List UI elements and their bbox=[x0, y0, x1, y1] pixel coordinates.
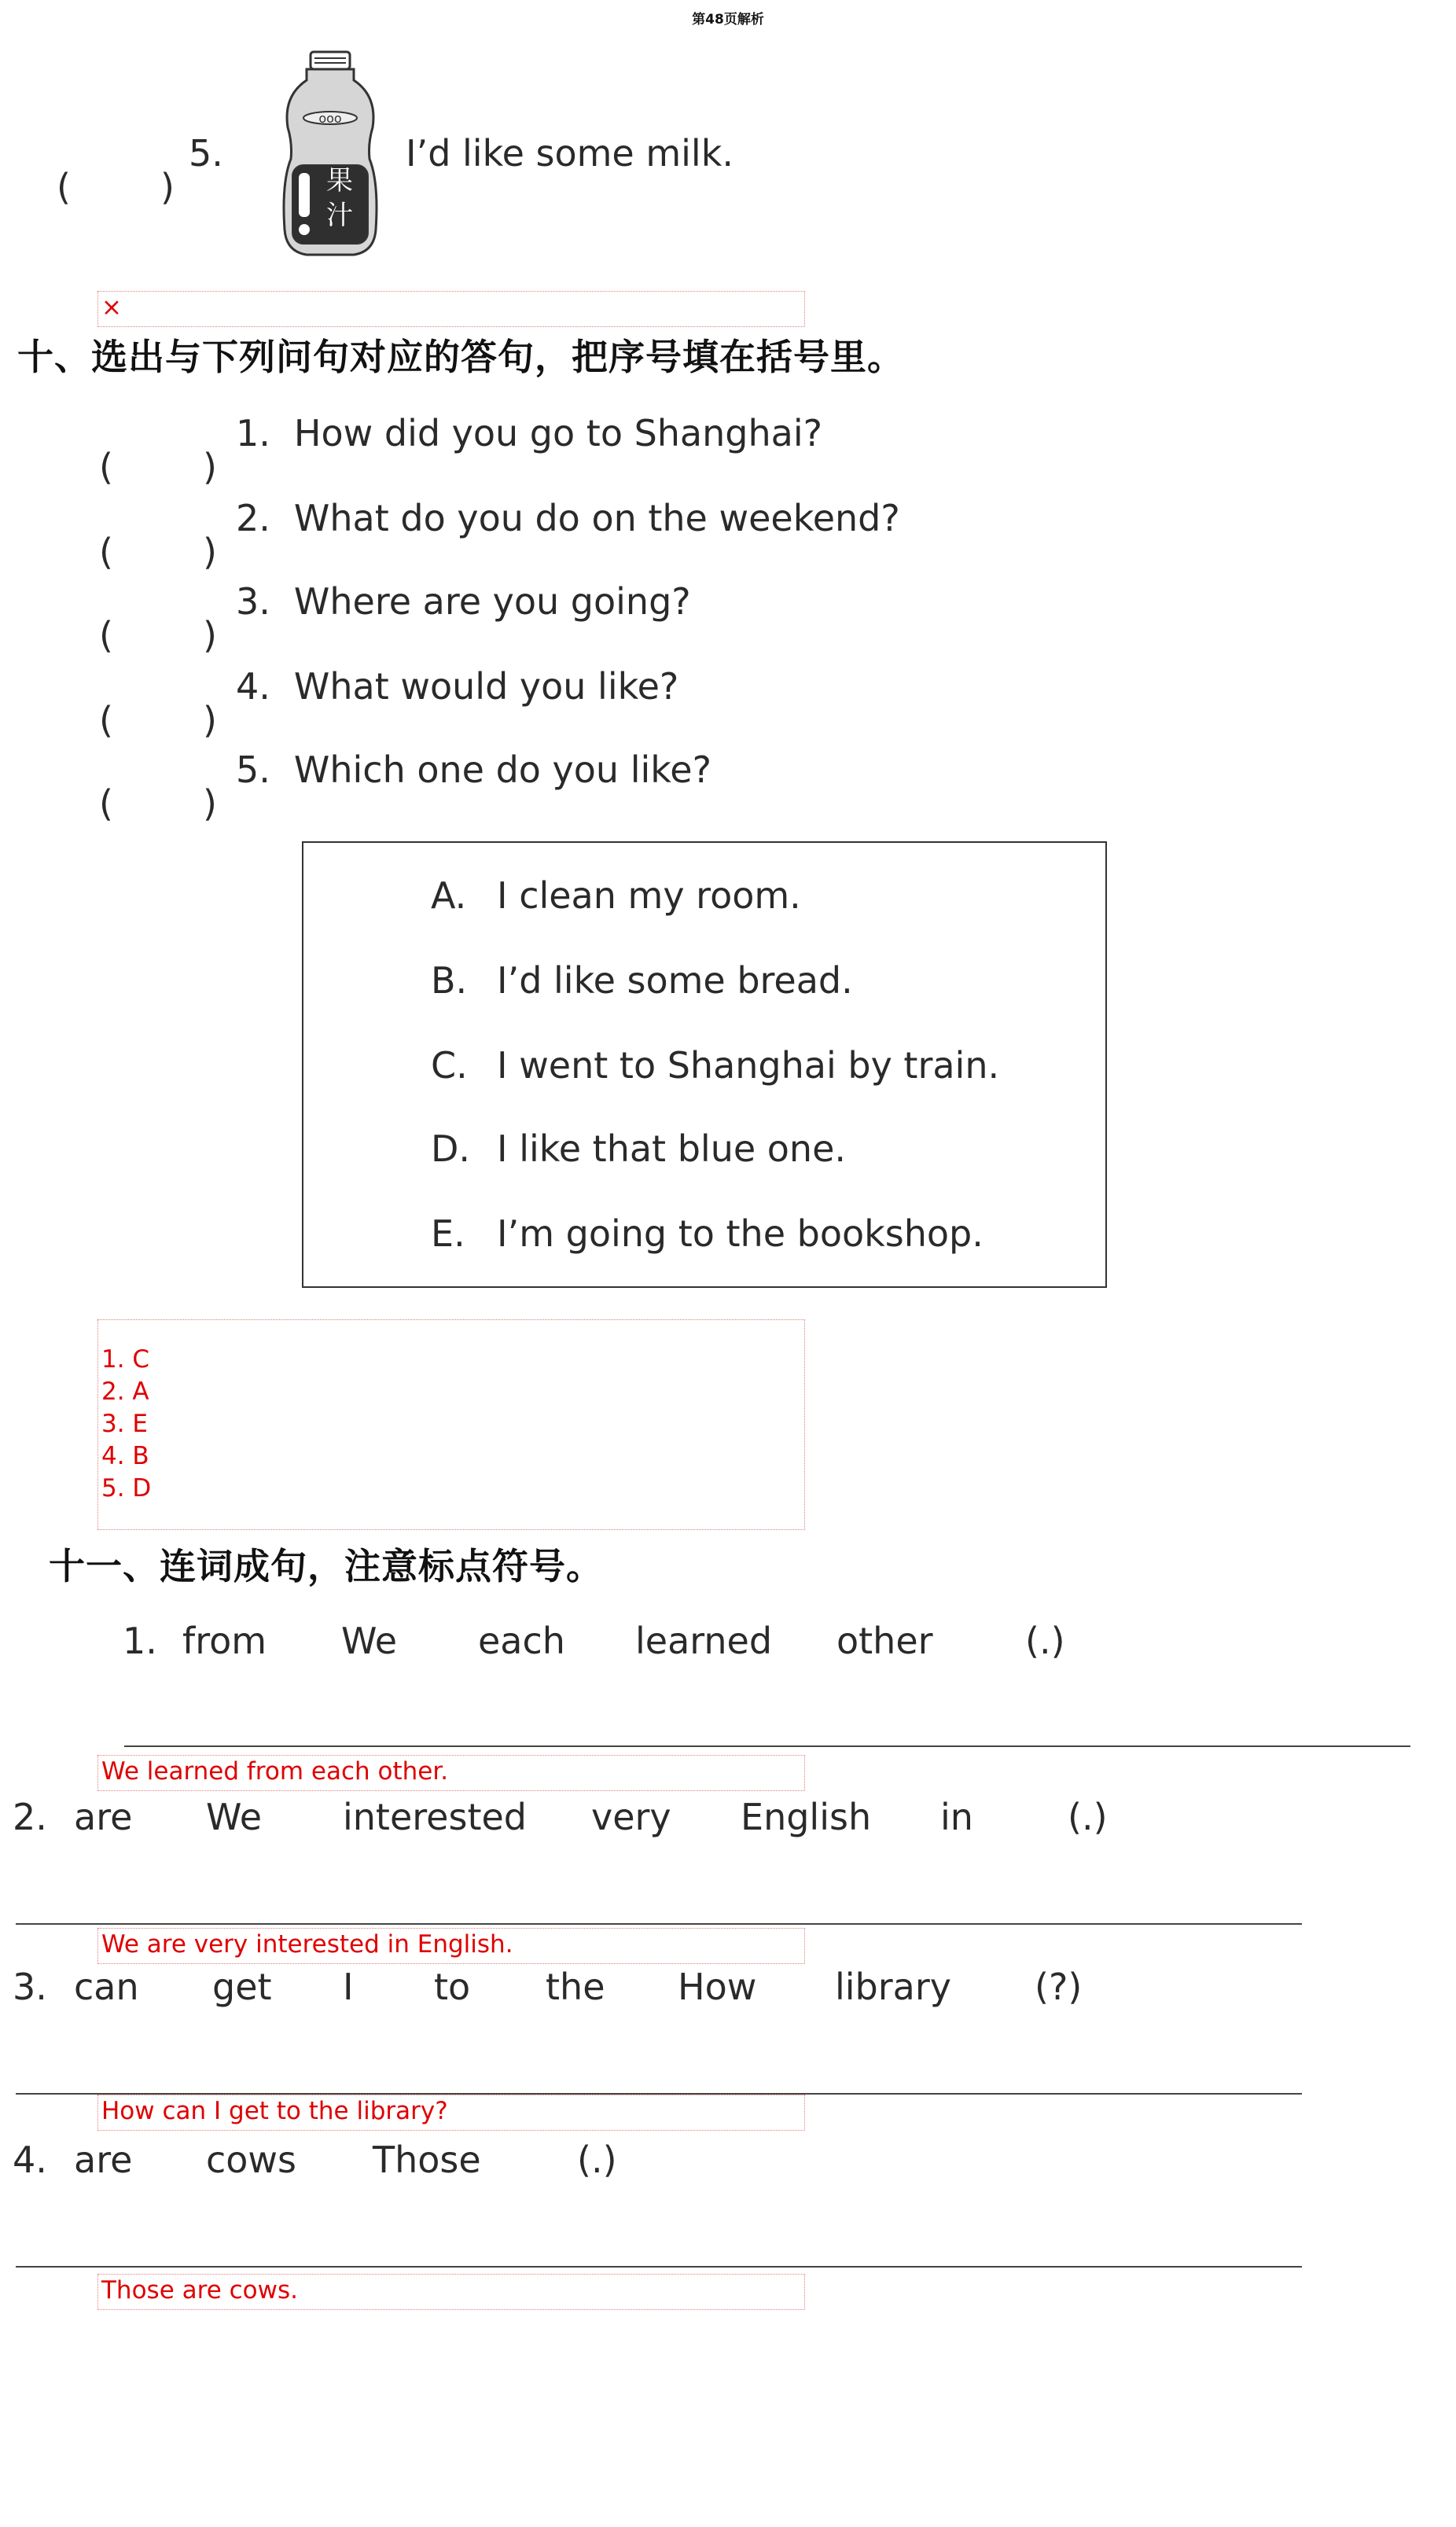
word-token: can bbox=[74, 1966, 139, 2008]
s10-question-4: ( ) 4. What would you like? bbox=[99, 665, 679, 741]
word-token: (?) bbox=[1035, 1966, 1083, 2008]
writing-line-4[interactable] bbox=[16, 2266, 1302, 2268]
option-d: D. I like that blue one. bbox=[431, 1127, 846, 1170]
svg-text:ooo: ooo bbox=[318, 111, 342, 126]
section-11-title: 十一、连词成句，注意标点符号。 bbox=[49, 1545, 603, 1587]
s10-question-1: ( ) 1. How did you go to Shanghai? bbox=[99, 412, 823, 488]
page-header: 第48页解析 bbox=[692, 12, 764, 28]
answer-text: We learned from each other. bbox=[101, 1757, 449, 1786]
word-token: How bbox=[678, 1966, 757, 2008]
word-token: Those bbox=[373, 2139, 481, 2181]
answer-item: 3. E bbox=[101, 1410, 149, 1438]
word-token: each bbox=[478, 1620, 565, 1662]
word-token: We bbox=[341, 1620, 398, 1662]
option-b: B. I’d like some bread. bbox=[431, 959, 853, 1002]
s10-question-5: ( ) 5. Which one do you like? bbox=[99, 749, 711, 825]
answer-text: × bbox=[101, 293, 122, 322]
option-e: E. I’m going to the bookshop. bbox=[431, 1212, 984, 1255]
word-token: get bbox=[212, 1966, 272, 2008]
word-token: cows bbox=[206, 2139, 297, 2181]
answer-item: 2. A bbox=[101, 1378, 149, 1406]
prev-question-5-text: I’d like some milk. bbox=[406, 132, 734, 175]
answer-list bbox=[101, 1344, 804, 1505]
word-token: other bbox=[836, 1620, 933, 1662]
writing-line-2[interactable] bbox=[16, 1923, 1302, 1925]
answer-box-section-10 bbox=[97, 1319, 805, 1530]
option-c: C. I went to Shanghai by train. bbox=[431, 1044, 1000, 1087]
word-token: library bbox=[835, 1966, 951, 2008]
word-token: (.) bbox=[1068, 1796, 1108, 1838]
answer-item: 1. C bbox=[101, 1345, 150, 1374]
word-token: are bbox=[74, 2139, 133, 2181]
answer-box-s11-4 bbox=[97, 2274, 805, 2310]
answer-text: Those are cows. bbox=[101, 2276, 298, 2304]
word-token: I bbox=[343, 1966, 354, 2008]
word-token: interested bbox=[343, 1796, 527, 1838]
word-token: (.) bbox=[1025, 1620, 1065, 1662]
s10-question-3: ( ) 3. Where are you going? bbox=[99, 580, 691, 657]
options-box bbox=[302, 841, 1107, 1288]
answer-box-s11-1 bbox=[97, 1755, 805, 1791]
word-token: English bbox=[741, 1796, 872, 1838]
word-token: learned bbox=[635, 1620, 773, 1662]
word-token: the bbox=[546, 1966, 605, 2008]
answer-text: We are very interested in English. bbox=[101, 1930, 513, 1959]
prev-question-5: ( ) 5. bbox=[57, 132, 223, 208]
answer-text: How can I get to the library? bbox=[101, 2097, 448, 2125]
s11-item-3-number: 3. bbox=[13, 1966, 47, 2008]
word-token: We bbox=[206, 1796, 263, 1838]
answer-box-prev-5 bbox=[97, 291, 805, 327]
answer-item: 4. B bbox=[101, 1442, 149, 1470]
word-token: are bbox=[74, 1796, 133, 1838]
section-10-title: 十、选出与下列问句对应的答句，把序号填在括号里。 bbox=[17, 336, 904, 378]
word-token: (.) bbox=[577, 2139, 617, 2181]
answer-box-s11-2 bbox=[97, 1928, 805, 1964]
option-a: A. I clean my room. bbox=[431, 874, 801, 917]
answer-item: 5. D bbox=[101, 1474, 152, 1503]
s11-item-1-number: 1. bbox=[123, 1620, 157, 1662]
bottle-label: 果汁 bbox=[326, 165, 353, 231]
question-number: 5. bbox=[189, 132, 223, 175]
s10-question-2: ( ) 2. What do you do on the weekend? bbox=[99, 497, 900, 573]
answer-box-s11-3 bbox=[97, 2095, 805, 2131]
word-token: very bbox=[591, 1796, 671, 1838]
s11-item-2-number: 2. bbox=[13, 1796, 47, 1838]
word-token: from bbox=[182, 1620, 267, 1662]
word-token: in bbox=[940, 1796, 973, 1838]
writing-line-1[interactable] bbox=[124, 1745, 1410, 1747]
s11-item-4-number: 4. bbox=[13, 2139, 47, 2181]
word-token: to bbox=[434, 1966, 471, 2008]
